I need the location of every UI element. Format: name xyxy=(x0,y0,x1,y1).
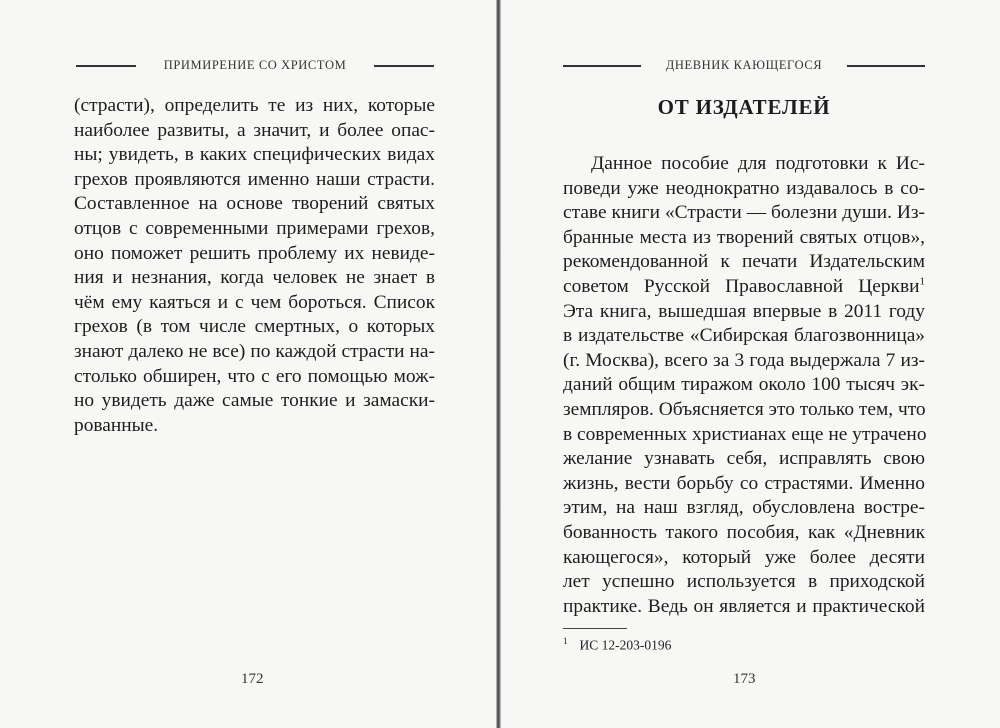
footnote xyxy=(563,636,671,654)
text-line: в издательстве «Сибирская благозвонница» xyxy=(563,325,925,347)
right-running-head-title: ДНЕВНИК КАЮЩЕГОСЯ xyxy=(665,58,823,72)
text-line: лет успешно используется в приходской xyxy=(563,571,925,593)
footnote-divider xyxy=(563,628,627,629)
text-line: знают далеко не все) по каждой страсти на- xyxy=(74,340,435,362)
header-rule-left xyxy=(563,65,641,67)
text-line: этим, на наш взгляд, обусловлена востре- xyxy=(563,497,925,519)
text-line: жизнь, вести борьбу со страстями. Именно xyxy=(563,472,925,494)
text-line: земпляров. Объясняется это только тем, что xyxy=(563,398,926,420)
text-line: в современных христианах еще не утрачено xyxy=(563,423,927,445)
footnote-number: 1 xyxy=(563,636,568,646)
left-body-text xyxy=(74,94,435,438)
left-running-head-title: ПРИМИРЕНИЕ СО ХРИСТОМ xyxy=(163,58,347,72)
header-rule-right xyxy=(847,65,925,67)
text-line: рованные. xyxy=(74,414,159,436)
text-line: бованность такого пособия, как «Дневник xyxy=(563,521,925,543)
text-line: наиболее развиты, а значит, и более опас- xyxy=(74,119,435,141)
text-line: но увидеть даже самые тонкие и замаски- xyxy=(74,390,435,412)
text-line-fragment: советом Русской Православной Церкви xyxy=(563,275,920,297)
text-line: поведи уже неоднократно издавалось в со- xyxy=(563,177,925,199)
text-line: ны; увидеть, в каких специфических видах xyxy=(74,144,435,166)
text-line: ния и незнания, когда человек не знает в xyxy=(74,267,435,289)
text-line: оно поможет решить проблему их невиде- xyxy=(74,242,435,264)
footnote-reference[interactable]: 1 xyxy=(919,275,925,288)
header-rule-left xyxy=(76,65,136,67)
header-rule-right xyxy=(374,65,434,67)
right-body-text xyxy=(563,152,925,619)
text-line: Эта книга, вышедшая впервые в 2011 году xyxy=(563,300,925,322)
text-line: даний общим тиражом около 100 тысяч эк- xyxy=(563,374,925,396)
left-running-head xyxy=(76,58,434,73)
section-heading: ОТ ИЗДАТЕЛЕЙ xyxy=(657,95,831,119)
text-line: (г. Москва), всего за 3 года выдержала 7 из- xyxy=(563,349,925,371)
footnote-text: ИС 12-203-0196 xyxy=(579,637,672,653)
left-page xyxy=(0,0,496,728)
text-line: Составленное на основе творений святых xyxy=(74,193,435,215)
text-line: грехов (в том числе смертных, о которых xyxy=(74,316,435,338)
text-line: практике. Ведь он является и практической xyxy=(563,595,925,617)
text-line: желание узнавать себя, исправлять свою xyxy=(563,448,925,470)
text-line: (страсти), определить те из них, которые xyxy=(74,95,435,116)
page-number-left: 172 xyxy=(241,671,264,687)
text-line-with-footnote xyxy=(563,275,925,300)
text-line: рекомендованной к печати Издательским xyxy=(563,251,925,273)
text-line: отцов с современными примерами грехов, xyxy=(74,217,435,239)
text-line: ставе книги «Страсти — болезни души. Из- xyxy=(563,202,925,224)
text-line: грехов проявляются именно наши страсти. xyxy=(74,168,435,190)
text-line: кающегося», который уже более десяти xyxy=(563,546,925,568)
text-line: столько обширен, что с его помощью мож- xyxy=(74,365,435,387)
right-running-head xyxy=(563,58,925,73)
page-number-right: 173 xyxy=(733,671,756,687)
text-line: Данное пособие для подготовки к Ис- xyxy=(591,153,925,174)
text-line: бранные места из творений святых отцов», xyxy=(563,226,925,248)
right-page xyxy=(501,0,1000,728)
text-line: чём ему каяться и с чем бороться. Список xyxy=(74,291,435,313)
